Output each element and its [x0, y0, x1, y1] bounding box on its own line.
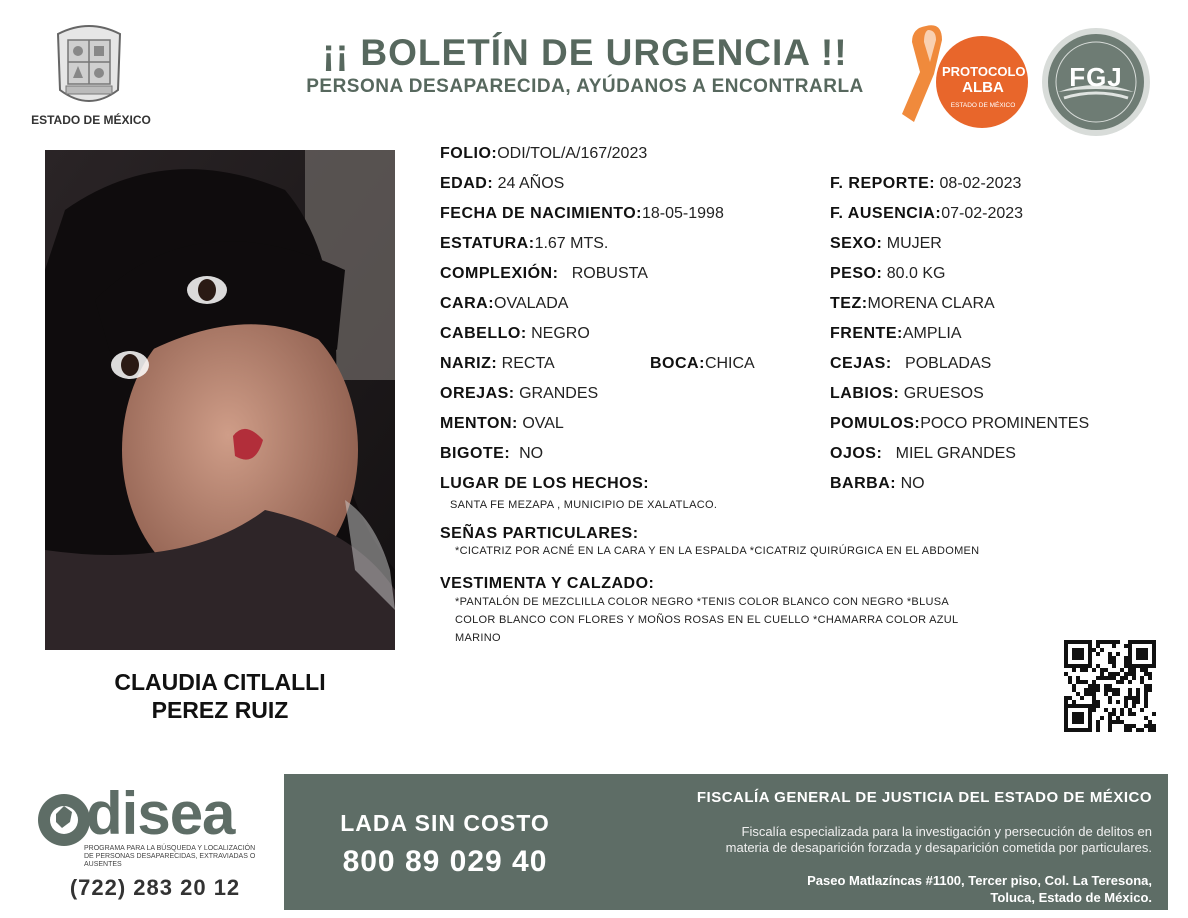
odisea-description	[84, 845, 274, 869]
field-value: 1.67 MTS.	[534, 235, 609, 252]
field-estatura	[440, 235, 608, 253]
fiscalia-description	[600, 824, 1152, 856]
field-label: SEXO:	[830, 235, 883, 252]
field-value: NO	[900, 475, 925, 492]
field-label: LABIOS:	[830, 385, 900, 402]
field-value: 08-02-2023	[939, 175, 1022, 192]
field-label: OREJAS:	[440, 385, 515, 402]
address-line-2: Toluca, Estado de México.	[990, 890, 1152, 905]
fiscalia-desc-line-1: Fiscalía especializada para la investigación y persecución de delitos en	[741, 824, 1152, 839]
field-label: EDAD:	[440, 175, 494, 192]
field-label: TEZ:	[830, 295, 868, 312]
field-tez	[830, 295, 995, 313]
bulletin-subtitle: PERSONA DESAPARECIDA, AYÚDANOS A ENCONTRARLA	[306, 76, 864, 97]
fgj-label: FGJ	[1069, 62, 1123, 92]
field-folio	[440, 145, 647, 163]
field-orejas	[440, 385, 598, 403]
field-label: PESO:	[830, 265, 883, 282]
field-label: COMPLEXIÓN:	[440, 265, 559, 282]
vestimenta-line-2: COLOR BLANCO CON FLORES Y MOÑOS ROSAS EN EL CUELLO *CHAMARRA COLOR AZUL	[455, 614, 959, 626]
field-label: ESTATURA:	[440, 235, 535, 252]
field-cejas	[830, 355, 991, 373]
fgj-seal-logo	[1040, 26, 1152, 138]
bulletin-title: ¡¡ BOLETÍN DE URGENCIA !!	[322, 32, 848, 73]
field-value: CHICA	[704, 355, 755, 372]
field-fecha-ausencia	[830, 205, 1023, 223]
field-label: BARBA:	[830, 475, 897, 492]
field-frente	[830, 325, 962, 343]
field-label: OJOS:	[830, 445, 883, 462]
odisea-wordmark: disea	[86, 780, 235, 847]
person-name	[45, 668, 395, 724]
field-label: MENTON:	[440, 415, 518, 432]
field-value: ROBUSTA	[571, 265, 648, 282]
senas-text: *CICATRIZ POR ACNÉ EN LA CARA Y EN LA ESPALDA *CICATRIZ QUIRÚRGICA EN EL ABDOMEN	[455, 545, 980, 557]
field-value: 24 AÑOS	[497, 175, 565, 192]
field-pomulos	[830, 415, 1089, 433]
odisea-logo	[34, 780, 274, 852]
vestimenta-line-1: *PANTALÓN DE MEZCLILLA COLOR NEGRO *TENIS COLOR BLANCO CON NEGRO *BLUSA	[455, 596, 949, 608]
toll-free-number[interactable]: 800 89 029 40	[342, 845, 548, 878]
field-value: RECTA	[501, 355, 555, 372]
protocolo-alba-logo	[898, 22, 1030, 132]
fiscalia-desc-line-2: materia de desaparición forzada y desaparición cometida por particulares.	[725, 840, 1152, 855]
field-value: GRANDES	[519, 385, 599, 402]
field-ojos	[830, 445, 1016, 463]
field-value: 80.0 KG	[886, 265, 946, 282]
field-label: POMULOS:	[830, 415, 921, 432]
field-fecha-nacimiento	[440, 205, 724, 223]
fiscalia-address	[600, 872, 1152, 906]
field-value: OVAL	[522, 415, 564, 432]
field-label: CABELLO:	[440, 325, 527, 342]
missing-person-photo	[45, 150, 395, 650]
field-label: FOLIO:	[440, 145, 498, 162]
alba-text-1: PROTOCOLO	[942, 64, 1026, 79]
odisea-desc-line-2: DE PERSONAS DESAPARECIDAS, EXTRAVIADAS O	[84, 853, 256, 860]
field-lugar-value: SANTA FE MEZAPA , MUNICIPIO DE XALATLACO.	[450, 499, 718, 511]
field-label: CARA:	[440, 295, 495, 312]
field-bigote	[440, 445, 543, 463]
field-label: FECHA DE NACIMIENTO:	[440, 205, 642, 222]
field-label: CEJAS:	[830, 355, 892, 372]
field-sexo	[830, 235, 942, 253]
field-value: MUJER	[886, 235, 942, 252]
field-label: LUGAR DE LOS HECHOS:	[440, 475, 650, 492]
field-lugar	[440, 475, 649, 493]
senas-heading: SEÑAS PARTICULARES:	[440, 525, 639, 542]
field-value: GRUESOS	[903, 385, 984, 402]
field-value: OVALADA	[494, 295, 569, 312]
alba-text-3: ESTADO DE MÉXICO	[950, 102, 1016, 109]
field-value: AMPLIA	[902, 325, 962, 342]
local-phone-number[interactable]: (722) 283 20 12	[69, 875, 241, 900]
field-label: FRENTE:	[830, 325, 903, 342]
field-menton	[440, 415, 564, 433]
field-complexion	[440, 265, 648, 283]
field-value: 07-02-2023	[941, 205, 1024, 222]
address-line-1: Paseo Matlazíncas #1100, Tercer piso, Col. La Teresona,	[807, 873, 1152, 888]
field-barba	[830, 475, 925, 493]
odisea-desc-line-3: AUSENTES	[84, 861, 122, 868]
fiscalia-title: FISCALÍA GENERAL DE JUSTICIA DEL ESTADO DE MÉXICO	[696, 789, 1152, 806]
state-label: ESTADO DE MÉXICO	[31, 113, 151, 127]
field-peso	[830, 265, 945, 283]
person-name-line-1: CLAUDIA CITLALLI	[114, 669, 326, 695]
field-labios	[830, 385, 984, 403]
field-cabello	[440, 325, 590, 343]
field-label: NARIZ:	[440, 355, 498, 372]
field-label: BOCA:	[650, 355, 705, 372]
state-coat-of-arms-logo	[52, 20, 126, 108]
vestimenta-line-3: MARINO	[455, 632, 501, 644]
vestimenta-heading: VESTIMENTA Y CALZADO:	[440, 575, 655, 592]
field-value: NO	[519, 445, 544, 462]
vestimenta-text	[455, 593, 1035, 647]
field-value: POBLADAS	[905, 355, 992, 372]
field-cara	[440, 295, 568, 313]
field-value: MIEL GRANDES	[895, 445, 1016, 462]
field-value: 18-05-1998	[642, 205, 724, 222]
field-value: POCO PROMINENTES	[920, 415, 1090, 432]
field-boca	[650, 355, 755, 373]
field-edad	[440, 175, 564, 193]
person-name-line-2: PEREZ RUIZ	[151, 697, 289, 723]
odisea-desc-line-1: PROGRAMA PARA LA BÚSQUEDA Y LOCALIZACIÓN	[84, 845, 256, 852]
field-label: BIGOTE:	[440, 445, 511, 462]
field-fecha-reporte	[830, 175, 1021, 193]
qr-code[interactable]	[1064, 640, 1156, 732]
field-value: NEGRO	[531, 325, 590, 342]
alba-text-2: ALBA	[962, 79, 1004, 96]
field-value: MORENA CLARA	[867, 295, 995, 312]
lada-sin-costo-label: LADA SIN COSTO	[340, 810, 550, 836]
field-nariz	[440, 355, 555, 373]
field-label: F. REPORTE:	[830, 175, 936, 192]
field-label: F. AUSENCIA:	[830, 205, 942, 222]
field-value: ODI/TOL/A/167/2023	[497, 145, 648, 162]
